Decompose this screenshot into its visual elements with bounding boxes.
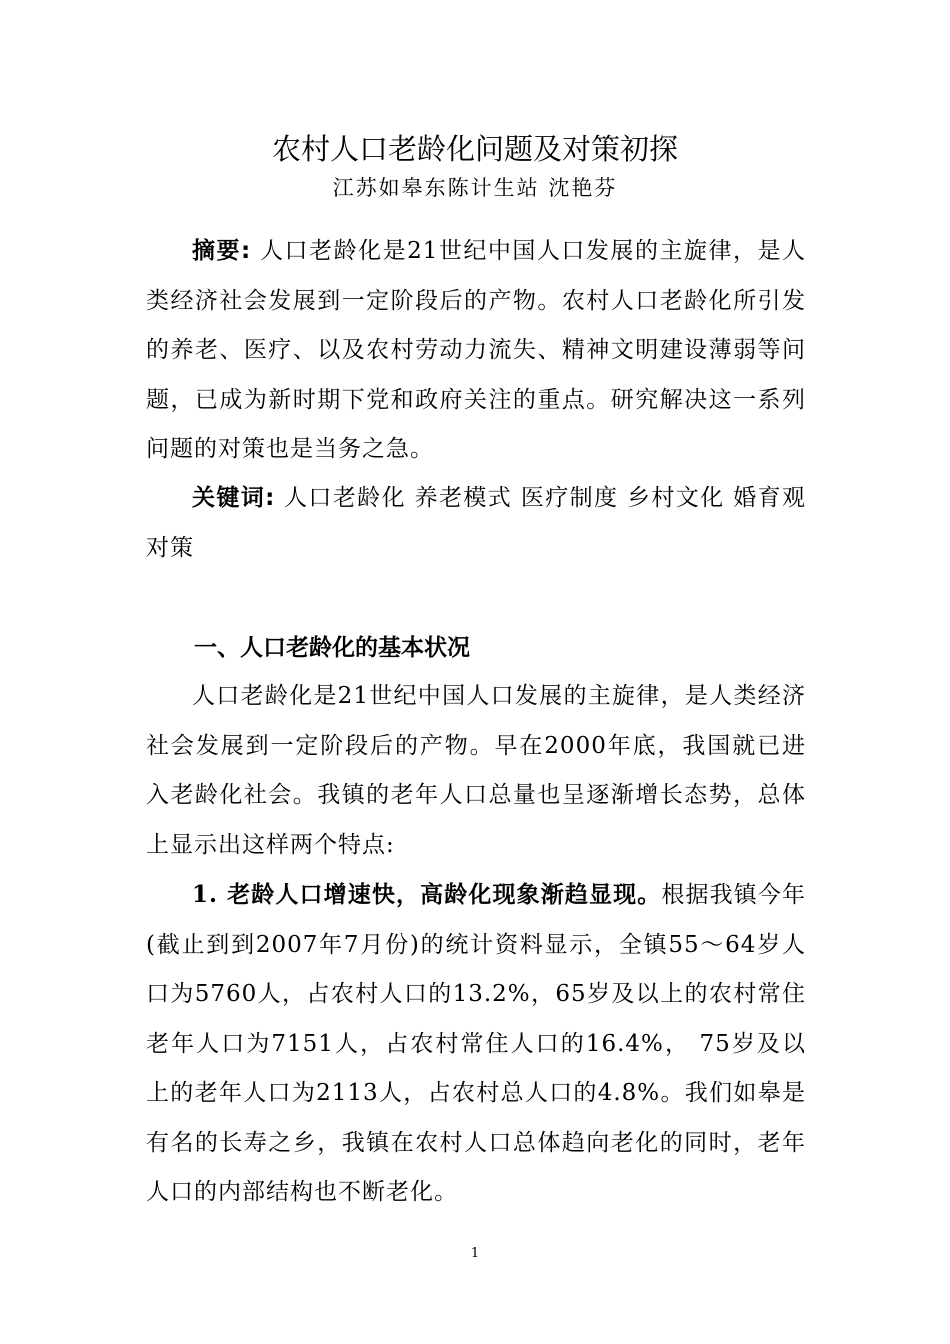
document-author: 江苏如皋东陈计生站 沈艳芬 <box>332 176 618 200</box>
point-lead: 1. 老龄人口增速快，高龄化现象渐趋显现。 <box>192 881 662 908</box>
page-number: 1 <box>470 1246 480 1261</box>
point-text: 根据我镇今年(截止到到2007年7月份)的统计资料显示，全镇55～64岁人口为5760人，占农村人口的13.2%，65岁及以上的农村常住老年人口为7151人，占农村常住人口的16.4%， 75岁及以上的老年人口为2113人，占农村总人口的4.8%。我们如皋是有名的长寿之乡，我镇在农村人口总体趋向老化的同时，老年人口的内部结构也不断老化。 <box>146 882 806 1205</box>
abstract-label: 摘要: <box>192 238 252 264</box>
keywords-text: 人口老龄化 养老模式 医疗制度 乡村文化 婚育观 对策 <box>146 485 806 561</box>
keywords-paragraph <box>146 474 806 573</box>
section-paragraph: 人口老龄化是21世纪中国人口发展的主旋律，是人类经济社会发展到一定阶段后的产物。早在2000年底，我国就已进入老龄化社会。我镇的老年人口总量也呈逐渐增长态势，总体上显示出这样两个特点: <box>146 683 806 858</box>
abstract-paragraph <box>146 227 806 475</box>
abstract-text: 人口老龄化是21世纪中国人口发展的主旋律，是人类经济社会发展到一定阶段后的产物。农村人口老龄化所引发的养老、医疗、以及农村劳动力流失、精神文明建设薄弱等问题，已成为新时期下党和政府关注的重点。研究解决这一系列问题的对策也是当务之急。 <box>146 238 806 462</box>
point-paragraph <box>146 870 806 1218</box>
document-title: 农村人口老龄化问题及对策初探 <box>271 132 678 166</box>
keywords-label: 关键词: <box>192 485 276 511</box>
section-heading: 一、人口老龄化的基本状况 <box>194 635 470 661</box>
